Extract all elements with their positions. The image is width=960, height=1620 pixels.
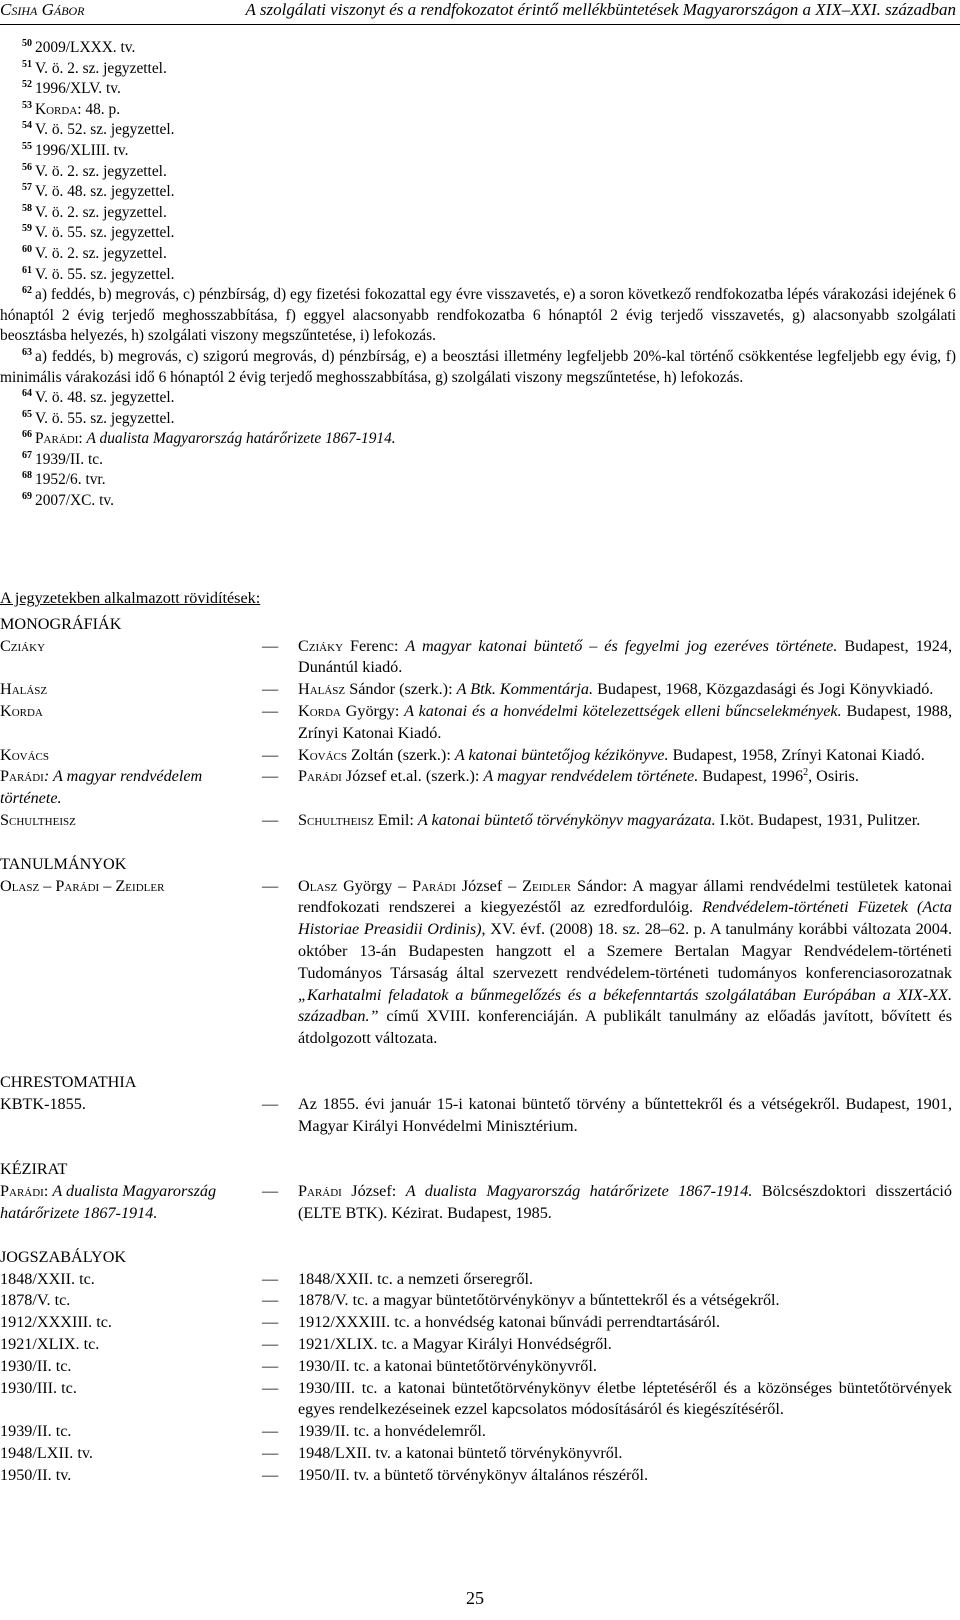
law-text: 1921/XLIX. tc. a Magyar Királyi Honvédségről. (298, 1334, 612, 1353)
footnote: $^{68}$ 1952/6. tvr. (22, 470, 106, 489)
footnote: $^{54}$ V. ö. 52. sz. jegyzettel. (22, 120, 175, 139)
header-rule (0, 24, 960, 25)
dash: — (262, 1465, 279, 1484)
law-abbr: 1930/III. tc. (0, 1378, 77, 1397)
law-row (0, 1334, 956, 1356)
dash: — (262, 1356, 279, 1375)
law-text: 1939/II. tc. a honvédelemről. (298, 1422, 486, 1441)
law-row (0, 1356, 956, 1378)
law-row (0, 1290, 956, 1312)
header-title: A szolgálati viszonyt és a rendfokozatot érintő mellékbüntetések Magyarországon a XIX–XXI. században (245, 0, 956, 19)
abbreviations (0, 588, 956, 1486)
abbrev-row: Parádi: A magyar rendvédelem története. — Parádi József et.al. (szerk.): A magyar rendvédelem története. Budapest, 1996$^2$, Osiris. (0, 767, 859, 808)
law-text: 1948/LXII. tv. a katonai büntető törvénykönyvről. (298, 1443, 623, 1462)
dash: — (262, 1269, 279, 1288)
abbrev-row: Korda — Korda György: A katonai és a honvédelmi kötelezettségek elleni bűncselekmények. Budapest, 1988, Zrínyi Katonai Kiadó. (0, 701, 952, 742)
law-abbr: 1939/II. tc. (0, 1422, 72, 1441)
footnotes (0, 38, 956, 512)
abbrev-row: Olasz – Parádi – Zeidler — Olasz György – Parádi József – Zeidler Sándor: A magyar állami rendvédelmi testületek katonai rendfokozati rendszerei a kiegyezéstől az ezredfordulóig. Rendvédelem-történeti Füzetek (Acta Historiae Preasidii Ordinis), XV. évf. (2008) 18. sz. 28–62. p. A tanulmány korábbi változata 2004. október 13-án Budapesten hangzott el a Szemere Bertalan Magyar Rendvédelem-történeti Tudományos Társaság által szervezett rendvédelem-történeti tudományos konferenciasorozatnak „Karhatalmi feladatok a bűnmegelőzés és a békefenntartás szolgálatában Európában a XIX-XX. században.” című XVIII. konferenciáján. A publikált tanulmány az előadás javított, bővített és átdolgozott változata. (0, 876, 952, 1048)
footnote: $^{56}$ V. ö. 2. sz. jegyzettel. (22, 161, 167, 180)
abbrev-row: Cziáky — Cziáky Ferenc: A magyar katonai büntető – és fegyelmi jog ezeréves története. Budapest, 1924, Dunántúl kiadó. (0, 636, 952, 677)
law-abbr: 1930/II. tc. (0, 1356, 72, 1375)
footnote: $^{53}$ Korda: 48. p. (22, 99, 121, 118)
footnote: $^{55}$ 1996/XLIII. tv. (22, 140, 129, 159)
dash: — (262, 1378, 279, 1397)
law-text: 1950/II. tv. a büntető törvénykönyv általános részéről. (298, 1465, 649, 1484)
dash: — (262, 1443, 279, 1462)
footnote: $^{67}$ 1939/II. tc. (22, 449, 103, 468)
dash: — (262, 1334, 279, 1353)
law-abbr: 1921/XLIX. tc. (0, 1334, 100, 1353)
footnote: $^{62}$ a) feddés, b) megrovás, c) pénzbírság, d) egy fizetési fokozattal egy évre visszavetés, e) a soron következő rendfokozatba lépés várakozási idejének 6 hónaptól 2 évig terjedő meghosszabbítása, f) eggyel alacsonyabb rendfokozatba 6 hónaptól 2 évig terjedő visszavetés, g) alacsonyabb szolgálati beosztásba helyezés, h) szolgálati viszony megszűntetése, i) lefokozás. (0, 285, 956, 345)
page-number: 25 (466, 1588, 484, 1608)
law-text: 1912/XXXIII. tc. a honvédség katonai bűnvádi perrendtartásáról. (298, 1313, 721, 1332)
law-abbr: 1848/XXII. tc. (0, 1269, 95, 1288)
section-title-chrestomathia: CHRESTOMATHIA (0, 1072, 137, 1091)
dash: — (262, 1422, 279, 1441)
footnote: $^{60}$ V. ö. 2. sz. jegyzettel. (22, 243, 167, 262)
running-header (0, 0, 960, 26)
law-text: 1930/II. tc. a katonai büntetőtörvénykönyvről. (298, 1356, 597, 1375)
law-abbr: 1948/LXII. tv. (0, 1443, 93, 1462)
footnote: $^{59}$ V. ö. 55. sz. jegyzettel. (22, 223, 175, 242)
footnote: $^{52}$ 1996/XLV. tv. (22, 79, 121, 98)
abbrev-row: Schultheisz — Schultheisz Emil: A katonai büntető törvénykönyv magyarázata. I.köt. Budapest, 1931, Pulitzer. (0, 810, 921, 829)
header-author: Csiha Gábor (0, 0, 85, 19)
law-row (0, 1465, 956, 1487)
law-text: 1848/XXII. tc. a nemzeti őrseregről. (298, 1269, 534, 1288)
footnote: $^{69}$ 2007/XC. tv. (22, 491, 114, 510)
footnote: $^{66}$ Parádi: A dualista Magyarország határőrizete 1867-1914. (22, 429, 396, 448)
law-text: 1930/III. tc. a katonai büntetőtörvénykönyv életbe léptetéséről és a közönséges büntetőtörvények egyes rendelkezéseinek ezzel kapcsolatos módosításáról és kiegészítéséről. (298, 1378, 952, 1419)
footnote: $^{61}$ V. ö. 55. sz. jegyzettel. (22, 264, 175, 283)
dash: — (262, 1313, 279, 1332)
section-title-tanulmanyok: TANULMÁNYOK (0, 854, 127, 873)
abbrev-row: Halász — Halász Sándor (szerk.): A Btk. Kommentárja. Budapest, 1968, Közgazdasági és Jogi Könyvkiadó. (0, 680, 934, 699)
footnote: $^{57}$ V. ö. 48. sz. jegyzettel. (22, 182, 175, 201)
law-row (0, 1312, 956, 1334)
law-row (0, 1443, 956, 1465)
footnote: $^{63}$ a) feddés, b) megrovás, c) szigorú megrovás, d) pénzbírság, e) a beosztási illetmény legfeljebb 20%-kal történő csökkentése legfeljebb egy évig, f) minimális várakozási idő 6 hónaptól 2 évig terjedő meghosszabbítása, g) szolgálati viszony megszűntetése, h) lefokozás. (0, 346, 956, 386)
footnote: $^{58}$ V. ö. 2. sz. jegyzettel. (22, 202, 167, 221)
footnote: $^{51}$ V. ö. 2. sz. jegyzettel. (22, 58, 167, 77)
law-abbr: 1878/V. tc. (0, 1291, 71, 1310)
footnote: $^{65}$ V. ö. 55. sz. jegyzettel. (22, 408, 175, 427)
footnote: $^{50}$ 2009/LXXX. tv. (22, 38, 136, 56)
abbreviations-title: A jegyzetekben alkalmazott rövidítések: (0, 589, 261, 607)
abbrev-row: Parádi: A dualista Magyarország határőrizete 1867-1914. — Parádi József: A dualista Magyarország határőrizete 1867-1914. Bölcsészdoktori disszertáció (ELTE BTK). Kézirat. Budapest, 1985. (0, 1182, 952, 1222)
law-abbr: 1950/II. tv. (0, 1465, 72, 1484)
section-title-monografiak: MONOGRÁFIÁK (0, 614, 122, 633)
section-title-jogszabalyok: JOGSZABÁLYOK (0, 1247, 127, 1266)
law-row (0, 1421, 956, 1443)
abbrev-row: KBTK-1855. — Az 1855. évi január 15-i katonai büntető törvény a bűntettekről és a vétségekről. Budapest, 1901, Magyar Királyi Honvédelmi Minisztérium. (0, 1094, 952, 1135)
law-row (0, 1269, 956, 1291)
law-abbr: 1912/XXXIII. tc. (0, 1313, 112, 1332)
dash: — (262, 1291, 279, 1310)
section-title-kezirat: KÉZIRAT (0, 1160, 68, 1179)
law-text: 1878/V. tc. a magyar büntetőtörvénykönyv a bűntettekről és a vétségekről. (298, 1291, 780, 1310)
law-row (0, 1378, 956, 1422)
abbrev-row: Kovács — Kovács Zoltán (szerk.): A katonai büntetőjog kézikönyve. Budapest, 1958, Zrínyi Katonai Kiadó. (0, 745, 925, 764)
footnote: $^{64}$ V. ö. 48. sz. jegyzettel. (22, 388, 175, 407)
